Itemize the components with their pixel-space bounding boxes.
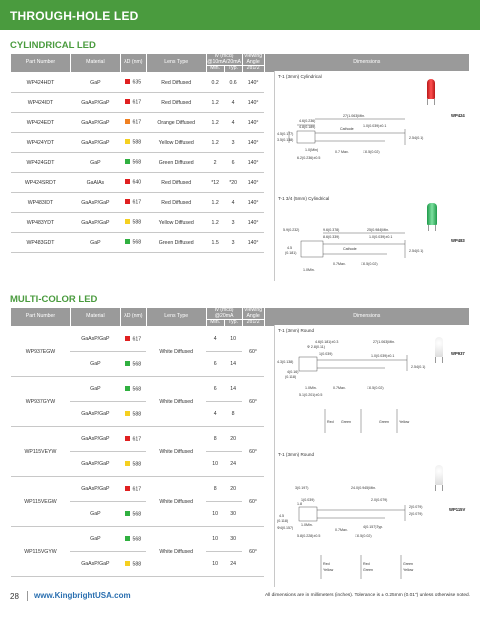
wavelength (120, 73, 146, 93)
iv-min: 8 (206, 427, 224, 452)
part-number: WP937EGW (11, 327, 71, 377)
iv-typ: 24 (224, 552, 242, 577)
dimensions-note: All dimensions are in millimeters (inches). Tolerance is ± 0.25mm (0.01") unless otherwise noted. (264, 593, 470, 598)
iv-typ: 20 (224, 477, 242, 502)
col-typ: Typ. (224, 66, 242, 73)
svg-text:1.0Min.: 1.0Min. (305, 386, 317, 390)
material: GaAsP/GaP (70, 193, 120, 213)
color-swatch (125, 511, 130, 516)
wavelength-value: 568 (132, 239, 142, 246)
iv-min: 10 (206, 527, 224, 552)
svg-text:1(0.039): 1(0.039) (301, 498, 315, 502)
color-swatch (125, 336, 130, 341)
dims-tag-wp937: WP937 (451, 351, 465, 356)
color-swatch (125, 536, 130, 541)
material: GaAsP/GaP (70, 213, 120, 233)
svg-text:1(0.039): 1(0.039) (319, 352, 333, 356)
svg-text:4.5(0.177): 4.5(0.177) (277, 132, 294, 136)
lens-type: Red Diffused (146, 73, 206, 93)
iv-typ: 30 (224, 502, 242, 527)
wavelength-value: 588 (132, 411, 142, 418)
iv-min: 4 (206, 402, 224, 427)
viewing-angle: 140° (242, 213, 264, 233)
led-red-illustration (427, 79, 435, 99)
wavelength-value: 617 (132, 199, 142, 206)
iv-typ: 3 (224, 233, 242, 253)
led-white-illustration-2 (435, 465, 443, 485)
color-swatch (125, 411, 130, 416)
iv-min: 10 (206, 552, 224, 577)
wavelength (120, 173, 146, 193)
svg-text:1.0Min.: 1.0Min. (301, 523, 313, 527)
viewing-angle: 140° (242, 193, 264, 213)
lens-type: White Diffused (146, 527, 206, 577)
col-iv: Iv (mcd) @20mA (206, 308, 242, 320)
svg-text:1.0(0.039)±0.1: 1.0(0.039)±0.1 (371, 354, 395, 358)
svg-text:4(0.16): 4(0.16) (287, 370, 299, 374)
iv-min: 1.2 (206, 193, 224, 213)
part-number: WP115VEGW (11, 477, 71, 527)
part-number: WP483YDT (11, 213, 71, 233)
wavelength (120, 527, 146, 552)
svg-text:4.5: 4.5 (287, 246, 292, 250)
svg-text:6.2(0.236)±0.5: 6.2(0.236)±0.5 (297, 156, 321, 160)
svg-text:2.54(0.1): 2.54(0.1) (411, 365, 426, 369)
svg-text:Green: Green (403, 562, 413, 566)
svg-text:□0.5(0.02): □0.5(0.02) (361, 262, 378, 266)
iv-min: 1.2 (206, 213, 224, 233)
svg-text:9.6(0.378): 9.6(0.378) (323, 228, 340, 232)
part-number: WP424IDT (11, 93, 71, 113)
wavelength (120, 213, 146, 233)
svg-text:□0.5(0.02): □0.5(0.02) (367, 386, 384, 390)
svg-text:Yellow: Yellow (323, 568, 334, 572)
svg-text:2.54(0.1): 2.54(0.1) (409, 136, 424, 140)
color-swatch (125, 486, 130, 491)
wavelength (120, 133, 146, 153)
viewing-angle: 140° (242, 113, 264, 133)
svg-text:Φ 2.8(0.11): Φ 2.8(0.11) (307, 345, 325, 349)
wavelength (120, 502, 146, 527)
wavelength-value: 617 (132, 336, 142, 343)
part-number: WP115VEYW (11, 427, 71, 477)
iv-typ: 30 (224, 527, 242, 552)
svg-text:5.1(0.201)±0.5: 5.1(0.201)±0.5 (299, 393, 323, 397)
svg-text:5.8(0.228)±0.5: 5.8(0.228)±0.5 (297, 534, 321, 538)
svg-text:Red: Red (323, 562, 330, 566)
color-swatch (125, 386, 130, 391)
color-swatch (125, 199, 130, 204)
wavelength (120, 477, 146, 502)
wavelength (120, 452, 146, 477)
material: GaP (70, 352, 120, 377)
svg-text:Green: Green (363, 568, 373, 572)
wp937-dimension-drawing (275, 335, 445, 447)
viewing-angle: 140° (242, 173, 264, 193)
lens-type: White Diffused (146, 377, 206, 427)
material: GaAsP/GaP (70, 113, 120, 133)
viewing-angle: 60° (242, 377, 264, 427)
header-bar (0, 0, 480, 30)
lens-type: White Diffused (146, 477, 206, 527)
iv-min: 1.2 (206, 113, 224, 133)
viewing-angle: 140° (242, 133, 264, 153)
svg-text:0.7 Max.: 0.7 Max. (335, 150, 349, 154)
iv-min: 2 (206, 153, 224, 173)
wavelength-value: 617 (132, 486, 142, 493)
svg-text:□0.5(0.02): □0.5(0.02) (363, 150, 380, 154)
dims-tag-wp115v: WP115V (449, 507, 466, 512)
wavelength-value: 640 (132, 179, 142, 186)
svg-text:□0.5(0.02): □0.5(0.02) (355, 534, 372, 538)
iv-typ: 3 (224, 213, 242, 233)
svg-text:3.5(0.138): 3.5(0.138) (277, 138, 294, 142)
material: GaAsP/GaP (70, 427, 120, 452)
svg-text:2.54(0.1): 2.54(0.1) (409, 249, 424, 253)
wavelength-value: 568 (132, 361, 142, 368)
wavelength (120, 153, 146, 173)
lens-type: White Diffused (146, 427, 206, 477)
wavelength (120, 327, 146, 352)
wavelength (120, 377, 146, 402)
svg-text:(0.118): (0.118) (285, 375, 297, 379)
col-iv: Iv (mcd) @10mA/20mA (207, 53, 242, 65)
svg-text:Red: Red (327, 420, 334, 424)
wavelength-value: 568 (132, 536, 142, 543)
lens-type: White Diffused (146, 327, 206, 377)
svg-text:4.3(0.138): 4.3(0.138) (277, 360, 294, 364)
col-part-number: Part Number (11, 308, 71, 327)
wavelength (120, 193, 146, 213)
col-lens-type: Lens Type (146, 54, 206, 73)
dims-label-wp937: T-1 (3mm) Round (278, 328, 314, 333)
lens-type: Green Diffused (146, 233, 206, 253)
svg-text:Φ4(0.157): Φ4(0.157) (277, 526, 294, 530)
col-2theta: 2θ1/2 (242, 320, 264, 327)
dims-tag-wp424: WP424 (451, 113, 465, 118)
color-swatch (125, 119, 130, 124)
color-swatch (125, 219, 130, 224)
svg-text:4.6(0.181)±0.3: 4.6(0.181)±0.3 (315, 340, 339, 344)
svg-text:27(1.063)Min.: 27(1.063)Min. (343, 114, 366, 118)
col-min: Min. (206, 320, 224, 327)
svg-text:1.0(0.039)±0.1: 1.0(0.039)±0.1 (369, 235, 393, 239)
lens-type: Green Diffused (146, 153, 206, 173)
svg-text:4.5: 4.5 (279, 514, 284, 518)
material: GaAsP/GaP (70, 93, 120, 113)
svg-text:3(0.197): 3(0.197) (295, 486, 309, 490)
col-material: Material (70, 308, 120, 327)
wavelength-value: 588 (132, 461, 142, 468)
part-number: WP424EDT (11, 113, 71, 133)
svg-text:4(0.157)Typ.: 4(0.157)Typ. (363, 525, 384, 529)
svg-text:25(0.984)Min.: 25(0.984)Min. (367, 228, 390, 232)
wavelength-value: 568 (132, 386, 142, 393)
svg-text:Yellow: Yellow (399, 420, 410, 424)
svg-text:4.6(0.236): 4.6(0.236) (299, 119, 316, 123)
iv-typ: 3 (224, 133, 242, 153)
lens-type: Red Diffused (146, 193, 206, 213)
material: GaP (70, 233, 120, 253)
led-green-illustration (427, 203, 437, 225)
wavelength-value: 617 (132, 119, 142, 126)
iv-typ: 4 (224, 193, 242, 213)
iv-min: 1.2 (206, 93, 224, 113)
material: GaAsP/GaP (70, 477, 120, 502)
viewing-angle: 60° (242, 327, 264, 377)
wavelength-value: 588 (132, 139, 142, 146)
svg-text:1.0(0.039)±0.1: 1.0(0.039)±0.1 (363, 124, 387, 128)
part-number: WP483IDT (11, 193, 71, 213)
part-number: WP483GDT (11, 233, 71, 253)
wavelength-value: 588 (132, 561, 142, 568)
iv-min: 0.2 (206, 73, 224, 93)
color-swatch (125, 99, 130, 104)
page-title: THROUGH-HOLE LED (10, 9, 139, 23)
website-link[interactable]: www.KingbrightUSA.com (34, 591, 131, 600)
material: GaAsP/GaP (70, 552, 120, 577)
svg-text:5.9(0.232): 5.9(0.232) (283, 228, 300, 232)
svg-text:Cathode: Cathode (340, 127, 354, 131)
svg-text:Green: Green (379, 420, 389, 424)
iv-typ: 8 (224, 402, 242, 427)
material: GaAsP/GaP (70, 402, 120, 427)
svg-text:2(0.079): 2(0.079) (409, 512, 423, 516)
svg-text:Red: Red (363, 562, 370, 566)
iv-min: 10 (206, 452, 224, 477)
svg-text:1.0(Min): 1.0(Min) (305, 148, 319, 152)
wp115v-dimension-drawing (275, 483, 447, 587)
color-swatch (125, 179, 130, 184)
wavelength-value: 635 (132, 79, 142, 86)
dims-label-wp483: T-1 3/4 (5mm) Cylindrical (278, 196, 330, 201)
material: GaP (70, 73, 120, 93)
wavelength (120, 427, 146, 452)
col-dimensions: Dimensions (264, 308, 469, 327)
viewing-angle: 140° (242, 73, 264, 93)
iv-typ: 14 (224, 352, 242, 377)
material: GaAsP/GaP (70, 452, 120, 477)
viewing-angle: 140° (242, 93, 264, 113)
page-number: 28 (10, 592, 19, 601)
iv-typ: 20 (224, 427, 242, 452)
dims-panel-wp483 (274, 193, 470, 281)
svg-text:(0.118): (0.118) (277, 519, 289, 523)
color-swatch (125, 79, 130, 84)
iv-typ: 10 (224, 327, 242, 352)
lens-type: Red Diffused (146, 173, 206, 193)
svg-text:(0.181): (0.181) (285, 251, 297, 255)
iv-min: 1.2 (206, 133, 224, 153)
wavelength (120, 93, 146, 113)
col-typ: Typ. (224, 320, 242, 327)
wavelength-value: 617 (132, 436, 142, 443)
color-swatch (125, 159, 130, 164)
col-lens-type: Lens Type (146, 308, 206, 327)
lens-type: Yellow Diffused (146, 133, 206, 153)
multicolor-section-title: MULTI-COLOR LED (10, 294, 98, 305)
color-swatch (125, 139, 130, 144)
svg-text:0.7Max.: 0.7Max. (333, 262, 346, 266)
col-viewing-angle: Viewing Angle (244, 53, 263, 65)
viewing-angle: 60° (242, 527, 264, 577)
dims-tag-wp483: WP483 (451, 238, 465, 243)
svg-text:0.7Max.: 0.7Max. (333, 386, 346, 390)
svg-text:2.0(0.079): 2.0(0.079) (371, 498, 388, 502)
wp483-dimension-drawing (275, 225, 445, 281)
svg-text:27(1.063)Min.: 27(1.063)Min. (373, 340, 396, 344)
footer-divider (27, 591, 28, 601)
svg-text:Yellow: Yellow (403, 568, 414, 572)
wavelength (120, 402, 146, 427)
svg-text:8.6(0.339): 8.6(0.339) (323, 235, 340, 239)
dims-panel-wp115v (274, 449, 470, 587)
led-red-legs (427, 99, 435, 105)
part-number: WP424YDT (11, 133, 71, 153)
iv-min: 1.5 (206, 233, 224, 253)
col-wavelength: λD (nm) (120, 54, 146, 73)
wavelength (120, 552, 146, 577)
iv-min: 6 (206, 377, 224, 402)
material: GaAsP/GaP (70, 133, 120, 153)
part-number: WP115VGYW (11, 527, 71, 577)
col-wavelength: λD (nm) (120, 308, 146, 327)
color-swatch (125, 239, 130, 244)
col-material: Material (70, 54, 120, 73)
part-number: WP424HDT (11, 73, 71, 93)
iv-min: 8 (206, 477, 224, 502)
svg-text:4.8(0.189): 4.8(0.189) (299, 125, 316, 129)
iv-typ: *20 (224, 173, 242, 193)
dims-panel-wp424 (274, 71, 470, 193)
color-swatch (125, 561, 130, 566)
color-swatch (125, 361, 130, 366)
viewing-angle: 60° (242, 427, 264, 477)
viewing-angle: 140° (242, 153, 264, 173)
svg-text:24.0(0.945)Min.: 24.0(0.945)Min. (351, 486, 377, 490)
material: GaAsP/GaP (70, 327, 120, 352)
iv-typ: 24 (224, 452, 242, 477)
col-part-number: Part Number (11, 54, 71, 73)
iv-typ: 4 (224, 93, 242, 113)
viewing-angle: 60° (242, 477, 264, 527)
wavelength (120, 233, 146, 253)
col-viewing-angle: Viewing Angle (244, 307, 263, 319)
lens-type: Yellow Diffused (146, 213, 206, 233)
part-number: WP424GDT (11, 153, 71, 173)
iv-typ: 6 (224, 153, 242, 173)
wavelength (120, 352, 146, 377)
svg-text:Cathode: Cathode (343, 247, 357, 251)
part-number: WP937GYW (11, 377, 71, 427)
wavelength-value: 588 (132, 219, 142, 226)
svg-text:1.0Min.: 1.0Min. (303, 268, 315, 272)
cylindrical-section-title: CYLINDRICAL LED (10, 40, 96, 51)
iv-min: 6 (206, 352, 224, 377)
wavelength-value: 568 (132, 511, 142, 518)
material: GaAlAs (70, 173, 120, 193)
dims-label-wp424: T-1 (3mm) Cylindrical (278, 74, 322, 79)
iv-typ: 14 (224, 377, 242, 402)
color-swatch (125, 461, 130, 466)
material: GaP (70, 377, 120, 402)
viewing-angle: 140° (242, 233, 264, 253)
svg-text:2(0.079): 2(0.079) (409, 505, 423, 509)
material: GaP (70, 527, 120, 552)
iv-min: *12 (206, 173, 224, 193)
color-swatch (125, 436, 130, 441)
material: GaP (70, 502, 120, 527)
material: GaP (70, 153, 120, 173)
iv-typ: 4 (224, 113, 242, 133)
wavelength-value: 568 (132, 159, 142, 166)
col-2theta: 2θ1/2 (242, 66, 264, 73)
iv-typ: 0.6 (224, 73, 242, 93)
dims-panel-wp937 (274, 325, 470, 449)
lens-type: Orange Diffused (146, 113, 206, 133)
wavelength (120, 113, 146, 133)
svg-text:1.8: 1.8 (297, 502, 302, 506)
svg-text:Green: Green (341, 420, 351, 424)
col-dimensions: Dimensions (264, 54, 469, 73)
iv-min: 10 (206, 502, 224, 527)
wp424-dimension-drawing (275, 111, 445, 171)
wavelength-value: 617 (132, 99, 142, 106)
svg-text:0.7Max.: 0.7Max. (335, 528, 348, 532)
part-number: WP424SRDT (11, 173, 71, 193)
iv-min: 4 (206, 327, 224, 352)
col-min: Min. (206, 66, 224, 73)
dims-label-wp115v: T-1 (3mm) Round (278, 452, 314, 457)
lens-type: Red Diffused (146, 93, 206, 113)
